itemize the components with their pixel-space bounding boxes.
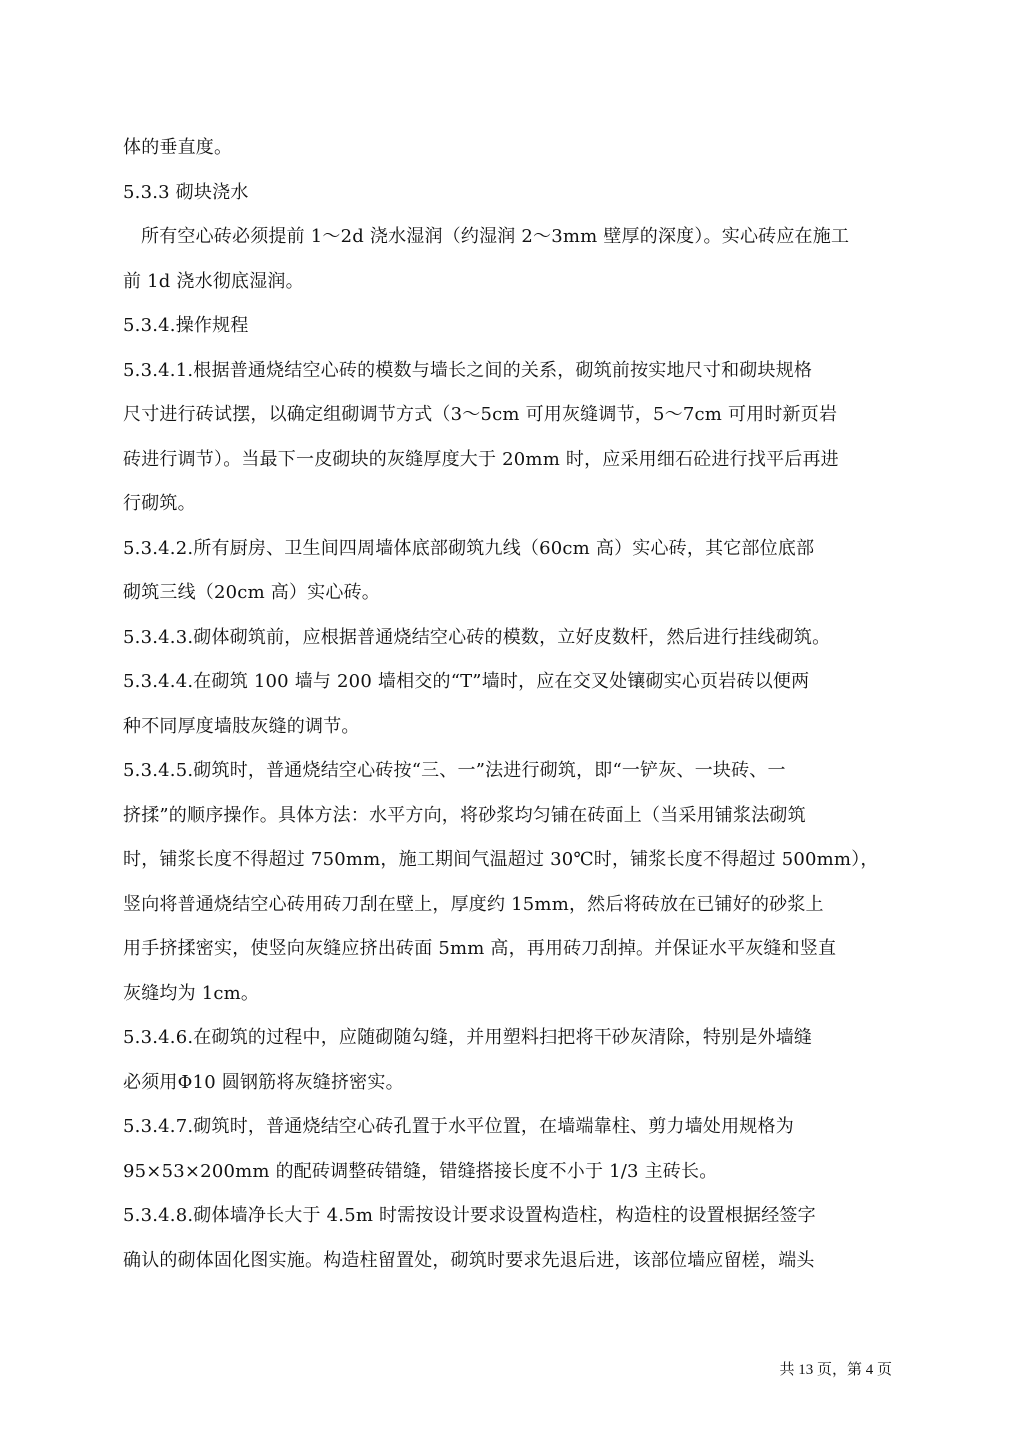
text-line: 5.3.4.6.在砌筑的过程中，应随砌随勾缝，并用塑料扫把将干砂灰清除，特别是外墙缝: [123, 1027, 813, 1048]
text-line: 砖进行调节）。当最下一皮砌块的灰缝厚度大于 20mm 时，应采用细石砼进行找平后再进: [123, 448, 839, 470]
text-line: 行砌筑。: [123, 493, 196, 514]
text-line: 灰缝均为 1cm。: [123, 982, 260, 1004]
text-line: 竖向将普通烧结空心砖用砖刀刮在壁上，厚度约 15mm，然后将砖放在已铺好的砂浆上: [123, 893, 824, 915]
text-line: 用手挤揉密实，使竖向灰缝应挤出砖面 5mm 高，再用砖刀刮掉。并保证水平灰缝和竖直: [123, 938, 837, 959]
body-text: [123, 134, 893, 1291]
text-line: 5.3.4.7.砌筑时，普通烧结空心砖孔置于水平位置，在墙端靠柱、剪力墙处用规格为: [123, 1116, 794, 1137]
section-heading: 5.3.4.操作规程: [123, 315, 249, 336]
text-line: 时，铺浆长度不得超过 750mm，施工期间气温超过 30℃时，铺浆长度不得超过 500mm），: [123, 849, 879, 870]
section-heading: 5.3.3 砌块浇水: [123, 181, 249, 203]
text-line: 前 1d 浇水彻底湿润。: [123, 270, 304, 292]
text-line: 必须用Φ10 圆钢筋将灰缝挤密实。: [123, 1071, 404, 1093]
text-line: 95×53×200mm 的配砖调整砖错缝，错缝搭接长度不小于 1/3 主砖长。: [123, 1160, 718, 1182]
text-line: 确认的砌体固化图实施。构造柱留置处，砌筑时要求先退后进，该部位墙应留槎，端头: [123, 1249, 815, 1271]
text-line: 5.3.4.2.所有厨房、卫生间四周墙体底部砌筑九线（60cm 高）实心砖，其它部位底部: [123, 537, 815, 559]
text-line: 所有空心砖必须提前 1～2d 浇水湿润（约湿润 2～3mm 壁厚的深度）。实心砖应在施工: [141, 226, 850, 247]
text-line: 5.3.4.8.砌体墙净长大于 4.5m 时需按设计要求设置构造柱，构造柱的设置根据经签字: [123, 1205, 816, 1226]
text-line: 5.3.4.1.根据普通烧结空心砖的模数与墙长之间的关系，砌筑前按实地尺寸和砌块规格: [123, 359, 813, 381]
text-line: 5.3.4.5.砌筑时，普通烧结空心砖按“三、一”法进行砌筑，即“一铲灰、一块砖、一: [123, 760, 786, 781]
text-line: 5.3.4.4.在砌筑 100 墙与 200 墙相交的“T”墙时，应在交叉处镶砌实心页岩砖以便两: [123, 671, 810, 692]
text-line: 种不同厚度墙肢灰缝的调节。: [123, 715, 360, 737]
page-number-footer: 共 13 页，第 4 页: [779, 1362, 892, 1378]
text-line: 砌筑三线（20cm 高）实心砖。: [123, 582, 380, 603]
text-line: 体的垂直度。: [123, 137, 233, 158]
text-line: 尺寸进行砖试摆，以确定组砌调节方式（3～5cm 可用灰缝调节，5～7cm 可用时新页岩: [123, 404, 838, 425]
text-line: 5.3.4.3.砌体砌筑前，应根据普通烧结空心砖的模数，立好皮数杆，然后进行挂线砌筑。: [123, 626, 831, 648]
text-line: 挤揉”的顺序操作。具体方法：水平方向，将砂浆均匀铺在砖面上（当采用铺浆法砌筑: [123, 804, 806, 826]
